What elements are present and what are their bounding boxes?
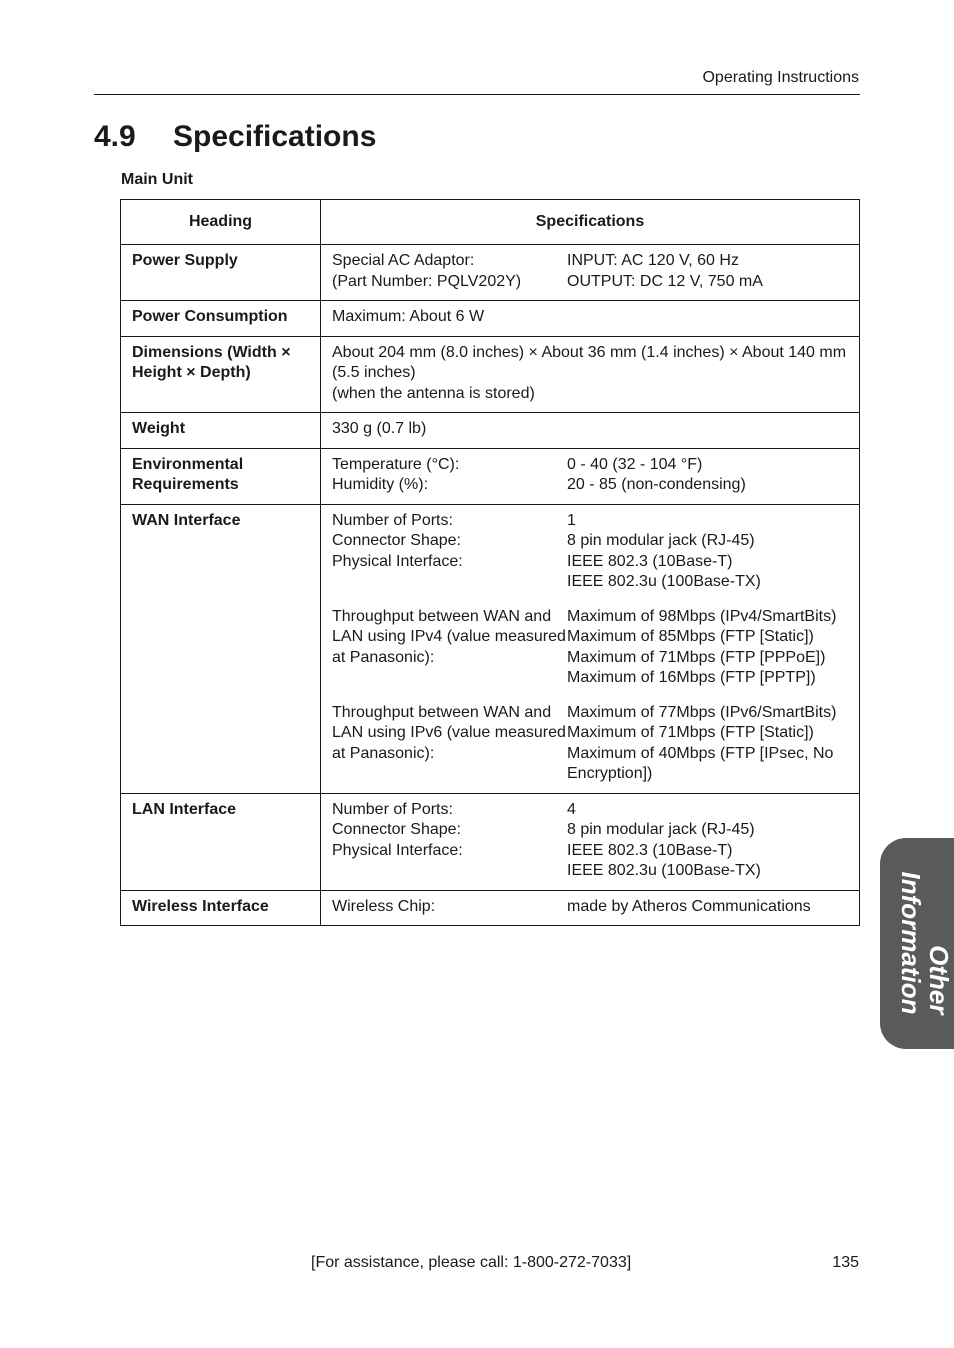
spec-value (567, 607, 849, 689)
spec-value-line: IEEE 802.3 (10Base-T) (567, 841, 733, 859)
section-title (94, 120, 376, 154)
dimensions-note: (when the antenna is stored) (332, 384, 535, 402)
spec-label: Throughput between WAN and LAN using IPv6 (value measured at Panasonic): (332, 703, 566, 762)
spec-label: Special AC Adaptor: (332, 252, 475, 269)
spec-value-line: IEEE 802.3u (100Base-TX) (567, 862, 761, 879)
spec-line (332, 251, 849, 272)
section-number: 4.9 (94, 120, 136, 153)
spec-label: Connector Shape: (332, 532, 461, 549)
spec-line (332, 703, 849, 785)
spec-value: OUTPUT: DC 12 V, 750 mA (567, 272, 763, 290)
table-row-environmental (121, 448, 860, 504)
chapter-side-tab-label: Other Information (896, 871, 954, 1015)
table-row-power-supply (121, 245, 860, 301)
spec-value (567, 841, 849, 882)
row-heading: Power Consumption (121, 301, 321, 337)
footer-assistance: [For assistance, please call: 1-800-272-7033] (311, 1254, 632, 1271)
spec-line (332, 800, 849, 821)
row-heading: Environmental Requirements (121, 448, 321, 504)
spec-value-line: Maximum of 85Mbps (FTP [Static]) (567, 628, 814, 645)
row-value (321, 793, 860, 890)
spec-value-line: Maximum of 98Mbps (IPv4/SmartBits) (567, 607, 837, 625)
table-row-lan-interface (121, 793, 860, 890)
table-row-wireless-interface (121, 890, 860, 926)
table-row-wan-interface (121, 504, 860, 793)
specifications-table (120, 199, 860, 926)
spec-value-line: Maximum of 71Mbps (FTP [PPPoE]) (567, 648, 826, 666)
page-number: 135 (832, 1254, 859, 1271)
spec-label: Number of Ports: (332, 511, 453, 529)
column-header-heading: Heading (121, 200, 321, 245)
spec-line (332, 272, 849, 293)
table-row-dimensions (121, 336, 860, 413)
spec-label: Number of Ports: (332, 800, 453, 818)
spec-value: INPUT: AC 120 V, 60 Hz (567, 252, 739, 269)
table-header-row (121, 200, 860, 245)
spec-label: Humidity (%): (332, 476, 429, 493)
spec-line (332, 455, 849, 476)
row-value: 330 g (0.7 lb) (321, 413, 860, 449)
spec-value-line: Maximum of 16Mbps (FTP [PPTP]) (567, 669, 816, 686)
spec-value: made by Atheros Communications (567, 897, 811, 915)
spec-value: 1 (567, 511, 576, 529)
spec-value (567, 552, 849, 593)
spec-value-line: Maximum of 71Mbps (FTP [Static]) (567, 724, 814, 741)
row-value (321, 245, 860, 301)
spec-label: (Part Number: PQLV202Y) (332, 272, 522, 290)
table-row-weight (121, 413, 860, 449)
header-rule (94, 94, 860, 95)
spec-label: Physical Interface: (332, 841, 463, 859)
row-value (321, 448, 860, 504)
row-value (321, 890, 860, 926)
spec-value-line: Maximum of 40Mbps (FTP [IPsec, No Encryption]) (567, 744, 834, 782)
spec-value (567, 703, 849, 785)
row-value (321, 504, 860, 793)
spec-label: Physical Interface: (332, 552, 463, 570)
spec-value: 8 pin modular jack (RJ-45) (567, 532, 755, 549)
row-value (321, 336, 860, 413)
spec-value: 20 - 85 (non-condensing) (567, 476, 746, 493)
running-header: Operating Instructions (702, 69, 859, 86)
row-heading: WAN Interface (121, 504, 321, 793)
column-header-specifications: Specifications (321, 200, 860, 245)
row-value: Maximum: About 6 W (321, 301, 860, 337)
dimensions-text: About 204 mm (8.0 inches) × About 36 mm (1.4 inches) × About 140 mm (5.5 inches) (332, 343, 847, 381)
row-heading: Power Supply (121, 245, 321, 301)
table-row-power-consumption (121, 301, 860, 337)
spec-value: 0 - 40 (32 - 104 °F) (567, 455, 703, 473)
spec-line (332, 552, 849, 593)
spec-line (332, 475, 849, 496)
spec-value-line: Maximum of 77Mbps (IPv6/SmartBits) (567, 703, 837, 721)
spacer (332, 593, 849, 607)
spec-label: Wireless Chip: (332, 897, 436, 915)
spec-label: Temperature (°C): (332, 455, 460, 473)
row-heading: Weight (121, 413, 321, 449)
spec-value: 8 pin modular jack (RJ-45) (567, 821, 755, 838)
spec-line (332, 820, 849, 841)
row-heading: LAN Interface (121, 793, 321, 890)
row-heading: Wireless Interface (121, 890, 321, 926)
spec-label: Throughput between WAN and LAN using IPv4 (value measured at Panasonic): (332, 607, 566, 666)
spacer (332, 689, 849, 703)
spec-value-line: IEEE 802.3 (10Base-T) (567, 552, 733, 570)
spec-value: 4 (567, 800, 576, 818)
spec-line (332, 897, 849, 918)
spec-line (332, 607, 849, 689)
spec-label: Connector Shape: (332, 821, 461, 838)
spec-value-line: IEEE 802.3u (100Base-TX) (567, 573, 761, 590)
spec-line (332, 511, 849, 532)
subheading-main-unit: Main Unit (121, 171, 193, 188)
spec-line (332, 531, 849, 552)
section-title-text: Specifications (173, 120, 377, 153)
spec-line (332, 841, 849, 882)
row-heading: Dimensions (Width × Height × Depth) (121, 336, 321, 413)
